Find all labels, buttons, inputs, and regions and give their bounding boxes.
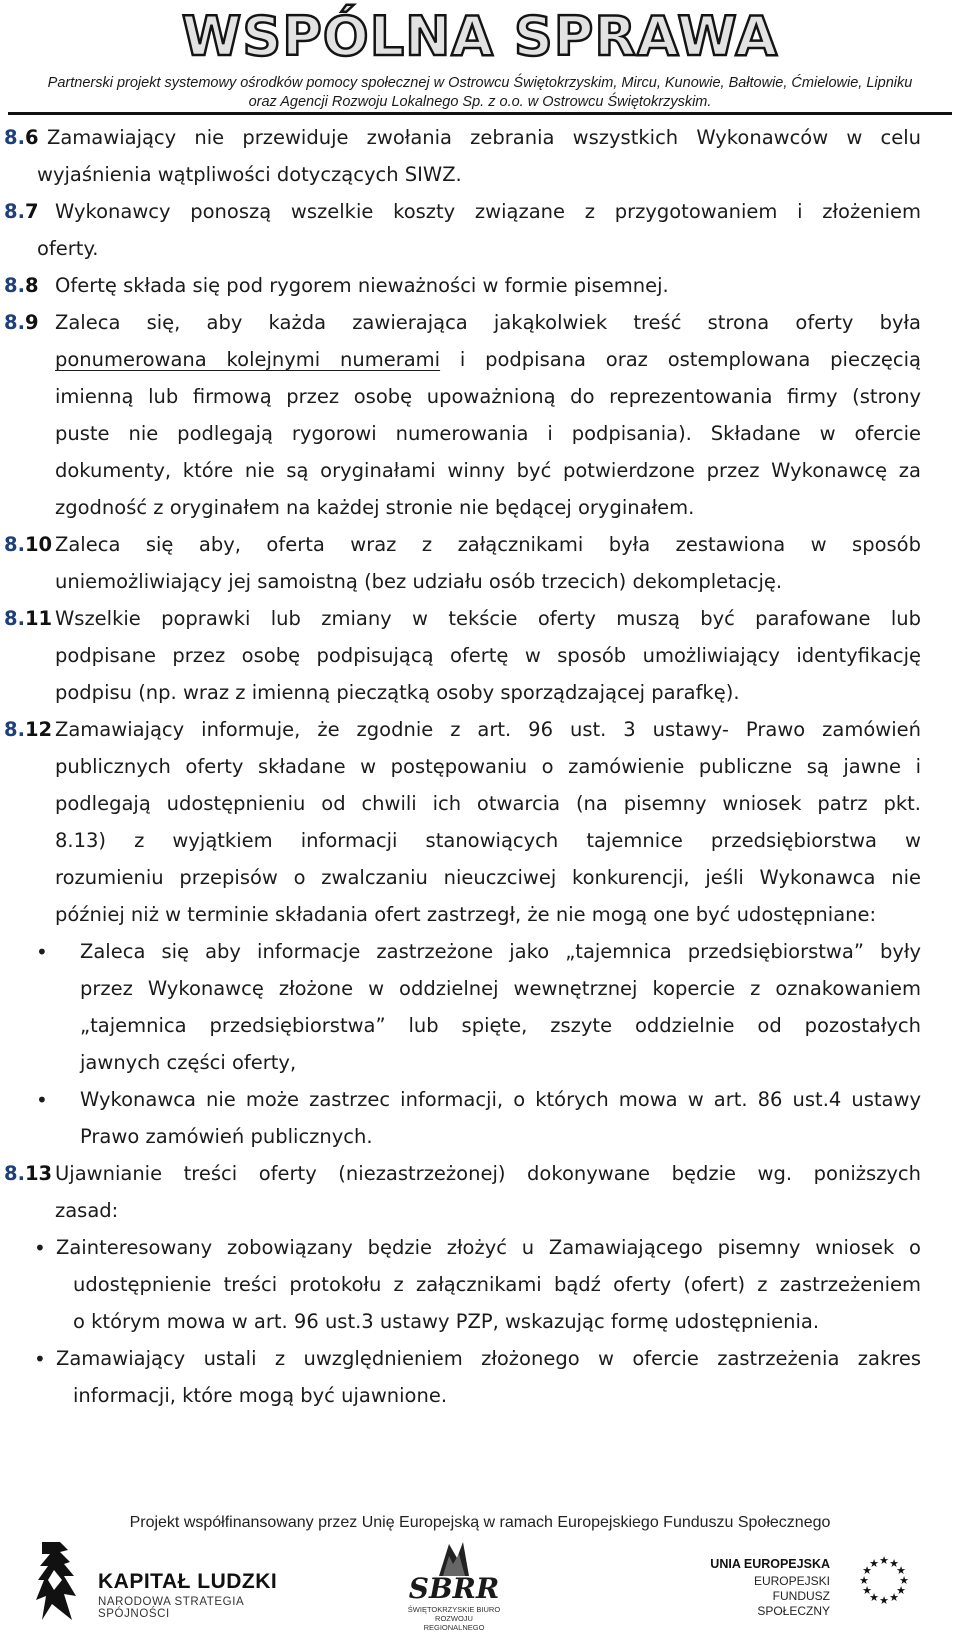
section-8-9-line-4: puste nie podlegają rygorowi numerowania i podpisania). Składane w ofercie	[55, 422, 921, 445]
section-8-12-bullet-1-line-2: przez Wykonawcę złożone w oddzielnej wewnętrznej kopercie z oznakowaniem	[80, 977, 921, 1000]
bullet-icon: •	[36, 1088, 48, 1112]
section-8-13-bullet-1-line-2: udostępnienie treści protokołu z załącznikami bądź oferty (ofert) z zastrzeżeniem	[73, 1273, 921, 1296]
header-subtitle-line2: oraz Agencji Rozwoju Lokalnego Sp. z o.o. w Ostrowcu Świętokrzyskim.	[248, 94, 712, 110]
logo-sbrr	[404, 1540, 504, 1632]
section-8-9-line-2: ponumerowana kolejnymi numerami i podpisana oraz ostemplowana pieczęcią	[55, 348, 921, 371]
section-8-12-line-2: publicznych oferty składane w postępowaniu o zamówienie publiczne są jawne i	[55, 755, 921, 778]
section-8-10-line-2: uniemożliwiający jej samoistną (bez udziału osób trzecich) dekompletację.	[55, 570, 783, 593]
section-8-12-bullet-1-line-1: Zaleca się aby informacje zastrzeżone jako „tajemnica przedsiębiorstwa” były	[80, 940, 921, 963]
section-8-6-line-1: Zamawiający nie przewiduje zwołania zebrania wszystkich Wykonawców w celu	[47, 126, 921, 149]
section-8-12-line-1: Zamawiający informuje, że zgodnie z art. 96 ust. 3 ustawy- Prawo zamówień	[55, 718, 921, 741]
svg-text:★: ★	[896, 1564, 906, 1577]
header-title: WSPÓLNA SPRAWA	[181, 5, 779, 68]
svg-text:★: ★	[879, 1554, 889, 1567]
section-number-8-10: 8.10	[4, 533, 53, 556]
bullet-icon: •	[34, 1347, 46, 1371]
bullet-icon: •	[34, 1236, 46, 1260]
section-number-8-7: 8.7	[4, 200, 39, 223]
section-8-12-line-6: później niż w terminie składania ofert zastrzegł, że nie mogą one być udostępniane:	[55, 903, 877, 926]
logo-sbrr-line2: ROZWOJU REGIONALNEGO	[423, 1614, 485, 1632]
section-number-8-8: 8.8	[4, 274, 39, 297]
section-8-13-bullet-1-line-3: o którym mowa w art. 96 ust.3 ustawy PZP, wskazując formę udostępnienia.	[73, 1310, 820, 1333]
svg-text:★: ★	[869, 1591, 879, 1604]
svg-text:★: ★	[869, 1557, 879, 1570]
section-8-12-bullet-2-line-2: Prawo zamówień publicznych.	[80, 1125, 373, 1148]
section-8-11-line-3: podpisu (np. wraz z imienną pieczątką osoby sporządzającej parafkę).	[55, 681, 740, 704]
svg-text:★: ★	[899, 1574, 909, 1587]
section-8-11-line-1: Wszelkie poprawki lub zmiany w tekście oferty muszą być parafowane lub	[55, 607, 921, 630]
section-8-10-line-1: Zaleca się aby, oferta wraz z załącznikami była zestawiona w sposób	[55, 533, 921, 556]
underlined-text: ponumerowana kolejnymi numerami	[55, 348, 441, 371]
logo-eu-line2: EUROPEJSKI	[753, 1574, 830, 1588]
svg-text:★: ★	[889, 1557, 899, 1570]
section-number-8-11: 8.11	[4, 607, 53, 630]
section-number-8-9: 8.9	[4, 311, 39, 334]
logo-kl-line2: NARODOWA STRATEGIA SPÓJNOŚCI	[98, 1596, 244, 1620]
svg-text:★: ★	[889, 1591, 899, 1604]
svg-text:★: ★	[879, 1594, 889, 1607]
section-8-9-line-5: dokumenty, które nie są oryginałami winny być potwierdzone przez Wykonawcę za	[55, 459, 921, 482]
section-8-13-bullet-1-line-1: Zainteresowany zobowiązany będzie złożyć u Zamawiającego pisemny wniosek o	[56, 1236, 921, 1259]
svg-text:★: ★	[862, 1564, 872, 1577]
logo-eu-line1: UNIA EUROPEJSKA	[710, 1557, 830, 1571]
section-8-12-line-3: podlegają udostępnieniu od chwili ich otwarcia (na pisemny wniosek patrz pkt.	[55, 792, 921, 815]
header-subtitle-line1: Partnerski projekt systemowy ośrodków pomocy społecznej w Ostrowcu Świętokrzyskim, Mircu, Kunowie, Bałtowie, Ćmielowie, Lipniku	[47, 75, 913, 91]
section-8-7-line-1: Wykonawcy ponoszą wszelkie koszty związane z przygotowaniem i złożeniem	[55, 200, 921, 223]
section-8-8-line-1: Ofertę składa się pod rygorem nieważności w formie pisemnej.	[55, 274, 669, 297]
section-8-13-bullet-2-line-1: Zamawiający ustali z uwzględnieniem złożonego w ofercie zastrzeżenia zakres	[56, 1347, 921, 1370]
section-8-6-line-2: wyjaśnienia wątpliwości dotyczących SIWZ.	[37, 163, 462, 186]
header-divider	[8, 112, 952, 115]
section-8-9-line-3: imienną lub firmową przez osobę upoważnioną do reprezentowania firmy (strony	[55, 385, 921, 408]
bullet-icon: •	[36, 940, 48, 964]
svg-text:★: ★	[862, 1584, 872, 1597]
section-8-13-bullet-2-line-2: informacji, które mogą być ujawnione.	[73, 1384, 448, 1407]
section-8-9-line-1: Zaleca się, aby każda zawierająca jakąkolwiek treść strona oferty była	[55, 311, 921, 334]
section-8-13-line-1: Ujawnianie treści oferty (niezastrzeżonej) dokonywane będzie wg. poniższych	[55, 1162, 921, 1185]
section-8-12-bullet-2-line-1: Wykonawca nie może zastrzec informacji, o których mowa w art. 86 ust.4 ustawy	[80, 1088, 921, 1111]
eagle-icon	[34, 1540, 84, 1622]
logo-kapital-ludzki	[34, 1540, 304, 1622]
section-8-12-bullet-1-line-4: jawnych części oferty,	[80, 1051, 297, 1074]
svg-text:★: ★	[859, 1574, 869, 1587]
logo-eu	[700, 1552, 930, 1622]
section-number-8-13: 8.13	[4, 1162, 53, 1185]
section-8-11-line-2: podpisane przez osobę podpisującą ofertę w sposób umożliwiający identyfikację	[55, 644, 921, 667]
svg-text:★: ★	[896, 1584, 906, 1597]
section-8-7-line-2: oferty.	[37, 237, 99, 260]
section-number-8-12: 8.12	[4, 718, 53, 741]
eu-stars-icon	[844, 1552, 924, 1612]
logo-kl-line1: KAPITAŁ LUDZKI	[98, 1570, 278, 1593]
section-8-9-line-6: zgodność z oryginałem na każdej stronie nie będącej oryginałem.	[55, 496, 695, 519]
logo-sbrr-abbr: SBRR	[408, 1572, 500, 1605]
section-8-13-line-2: zasad:	[55, 1199, 119, 1222]
section-number-8-6: 8.6	[4, 126, 39, 149]
logo-sbrr-line1: ŚWIĘTOKRZYSKIE BIURO	[407, 1605, 501, 1614]
section-8-12-line-5: rozumieniu przepisów o zwalczaniu nieuczciwej konkurencji, jeśli Wykonawca nie	[55, 866, 921, 889]
section-8-12-bullet-1-line-3: „tajemnica przedsiębiorstwa” lub spięte, zszyte oddzielnie od pozostałych	[80, 1014, 921, 1037]
section-8-12-line-4: 8.13) z wyjątkiem informacji stanowiących tajemnice przedsiębiorstwa w	[55, 829, 921, 852]
logo-eu-line3: FUNDUSZ SPOŁECZNY	[757, 1589, 830, 1618]
footer-cofinancing-text: Projekt współfinansowany przez Unię Europejską w ramach Europejskiego Funduszu Społecznego	[129, 1514, 831, 1531]
